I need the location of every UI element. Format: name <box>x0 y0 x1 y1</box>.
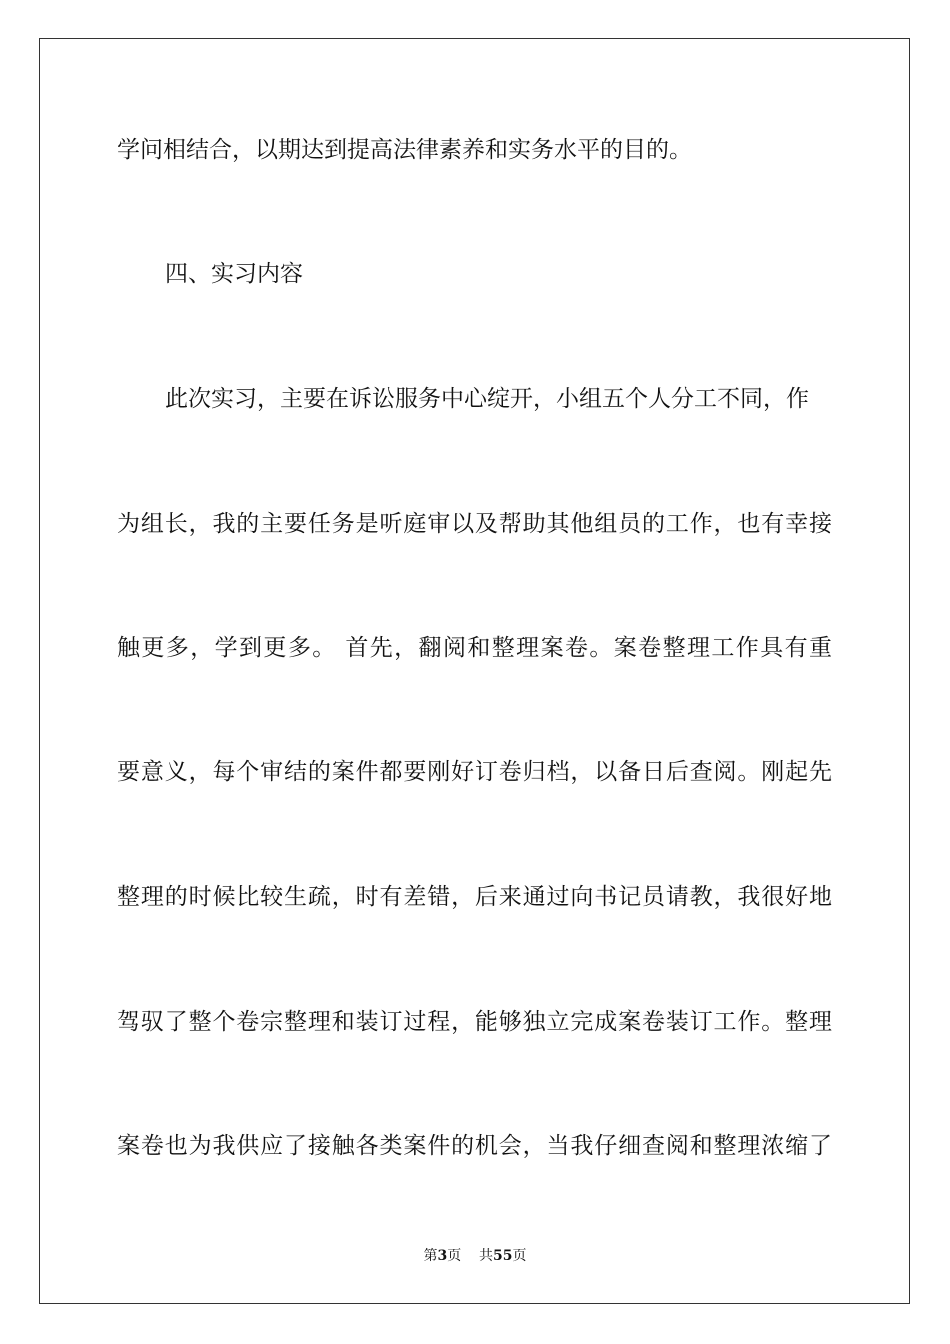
paragraph-line-1: 学问相结合，以期达到提高法律素养和实务水平的目的。 <box>117 137 692 163</box>
paragraph-line-4: 触更多，学到更多。 首先，翻阅和整理案卷。案卷整理工作具有重 <box>117 635 832 661</box>
page-suffix: 页 <box>447 1248 462 1264</box>
paragraph-line-5: 要意义，每个审结的案件都要刚好订卷归档，以备日后查阅。刚起先 <box>117 759 832 785</box>
page-border <box>39 38 910 1304</box>
paragraph-line-7: 驾驭了整个卷宗整理和装订过程，能够独立完成案卷装订工作。整理 <box>117 1009 832 1035</box>
page-number: 3 <box>437 1248 448 1264</box>
total-suffix: 页 <box>512 1248 527 1264</box>
paragraph-line-8: 案卷也为我供应了接触各类案件的机会，当我仔细查阅和整理浓缩了 <box>117 1133 832 1159</box>
total-prefix: 共 <box>479 1248 494 1264</box>
page-footer <box>0 1247 950 1265</box>
paragraph-line-3: 为组长，我的主要任务是听庭审以及帮助其他组员的工作，也有幸接 <box>117 511 832 537</box>
page-prefix: 第 <box>423 1248 438 1264</box>
paragraph-line-6: 整理的时候比较生疏，时有差错，后来通过向书记员请教，我很好地 <box>117 884 832 910</box>
section-heading: 四、实习内容 <box>165 261 303 287</box>
total-pages: 55 <box>493 1248 513 1264</box>
paragraph-line-2: 此次实习，主要在诉讼服务中心绽开，小组五个人分工不同，作 <box>165 386 809 412</box>
